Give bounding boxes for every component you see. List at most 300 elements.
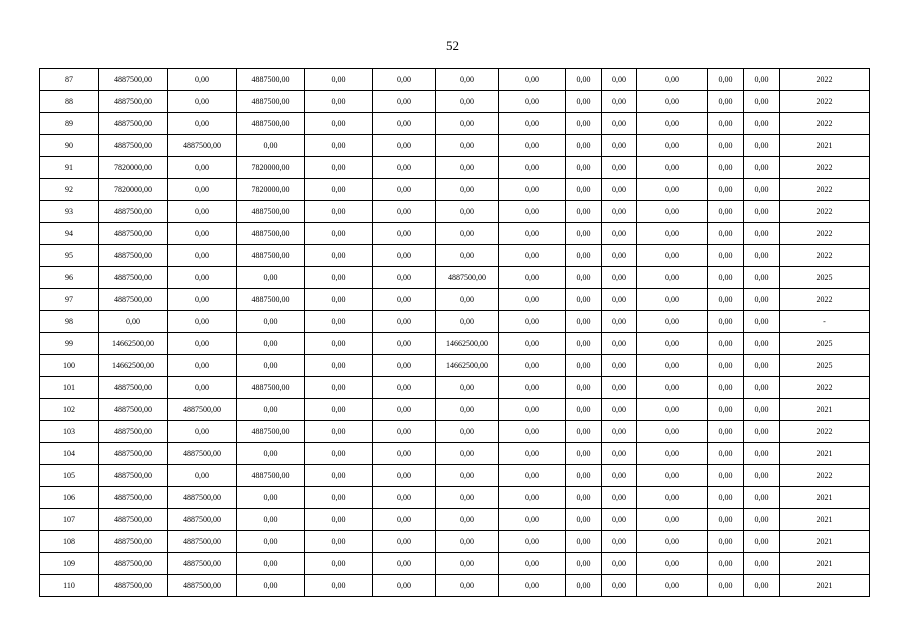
value-cell: 0,00 [499,179,566,201]
row-number-cell: 95 [40,245,99,267]
value-cell: 4887500,00 [168,531,237,553]
value-cell: 0,00 [436,91,499,113]
page-number: 52 [446,38,459,53]
value-cell: 0,00 [744,245,780,267]
year-cell: 2022 [780,157,870,179]
value-cell: 0,00 [744,333,780,355]
table-row [40,157,870,179]
value-cell: 0,00 [566,487,602,509]
value-cell: 0,00 [305,355,373,377]
value-cell: 0,00 [305,377,373,399]
value-cell: 0,00 [305,465,373,487]
value-cell: 0,00 [373,179,436,201]
year-cell: 2021 [780,399,870,421]
value-cell: 0,00 [168,377,237,399]
value-cell: 0,00 [637,179,708,201]
year-cell: 2021 [780,553,870,575]
value-cell: 0,00 [499,69,566,91]
value-cell: 0,00 [744,289,780,311]
value-cell: 0,00 [602,157,637,179]
value-cell: 0,00 [305,135,373,157]
table-row [40,289,870,311]
value-cell: 0,00 [436,509,499,531]
value-cell: 0,00 [99,311,168,333]
value-cell: 0,00 [708,289,744,311]
value-cell: 0,00 [602,355,637,377]
value-cell: 0,00 [305,311,373,333]
value-cell: 0,00 [637,267,708,289]
value-cell: 0,00 [499,135,566,157]
value-cell: 0,00 [373,135,436,157]
value-cell: 0,00 [566,421,602,443]
value-cell: 0,00 [566,223,602,245]
value-cell: 4887500,00 [99,465,168,487]
value-cell: 0,00 [373,201,436,223]
value-cell: 0,00 [499,553,566,575]
value-cell: 0,00 [499,113,566,135]
value-cell: 4887500,00 [237,201,305,223]
table-row [40,553,870,575]
value-cell: 0,00 [436,399,499,421]
value-cell: 0,00 [637,377,708,399]
value-cell: 0,00 [168,91,237,113]
value-cell: 0,00 [373,399,436,421]
row-number-cell: 87 [40,69,99,91]
row-number-cell: 90 [40,135,99,157]
value-cell: 0,00 [499,91,566,113]
value-cell: 0,00 [708,267,744,289]
value-cell: 0,00 [566,245,602,267]
value-cell: 0,00 [602,399,637,421]
value-cell: 0,00 [602,223,637,245]
row-number-cell: 107 [40,509,99,531]
value-cell: 0,00 [373,421,436,443]
row-number-cell: 109 [40,553,99,575]
value-cell: 4887500,00 [99,575,168,597]
value-cell: 0,00 [566,465,602,487]
value-cell: 0,00 [566,531,602,553]
value-cell: 0,00 [637,113,708,135]
value-cell: 0,00 [436,113,499,135]
value-cell: 0,00 [305,113,373,135]
row-number-cell: 108 [40,531,99,553]
value-cell: 0,00 [436,443,499,465]
value-cell: 0,00 [499,157,566,179]
value-cell: 0,00 [499,355,566,377]
value-cell: 0,00 [436,69,499,91]
value-cell: 0,00 [566,311,602,333]
value-cell: 4887500,00 [99,399,168,421]
value-cell: 4887500,00 [237,69,305,91]
value-cell: 0,00 [436,289,499,311]
row-number-cell: 97 [40,289,99,311]
value-cell: 0,00 [566,135,602,157]
value-cell: 0,00 [708,487,744,509]
value-cell: 0,00 [566,179,602,201]
value-cell: 0,00 [373,377,436,399]
row-number-cell: 105 [40,465,99,487]
row-number-cell: 110 [40,575,99,597]
value-cell: 4887500,00 [168,575,237,597]
table-row [40,509,870,531]
row-number-cell: 98 [40,311,99,333]
value-cell: 7820000,00 [237,157,305,179]
value-cell: 0,00 [436,223,499,245]
value-cell: 0,00 [436,201,499,223]
value-cell: 0,00 [566,509,602,531]
value-cell: 0,00 [499,421,566,443]
value-cell: 0,00 [168,69,237,91]
value-cell: 0,00 [499,377,566,399]
value-cell: 0,00 [499,289,566,311]
value-cell: 0,00 [744,509,780,531]
value-cell: 0,00 [637,399,708,421]
value-cell: 0,00 [168,201,237,223]
value-cell: 4887500,00 [99,223,168,245]
row-number-cell: 101 [40,377,99,399]
value-cell: 0,00 [602,443,637,465]
value-cell: 4887500,00 [99,245,168,267]
value-cell: 0,00 [499,201,566,223]
value-cell: 0,00 [602,421,637,443]
value-cell: 0,00 [566,113,602,135]
value-cell: 4887500,00 [99,91,168,113]
value-cell: 4887500,00 [168,399,237,421]
value-cell: 4887500,00 [237,113,305,135]
value-cell: 0,00 [305,421,373,443]
value-cell: 0,00 [237,333,305,355]
row-number-cell: 103 [40,421,99,443]
value-cell: 0,00 [436,421,499,443]
value-cell: 0,00 [436,135,499,157]
value-cell: 0,00 [373,69,436,91]
value-cell: 0,00 [237,135,305,157]
value-cell: 14662500,00 [436,333,499,355]
value-cell: 0,00 [708,333,744,355]
value-cell: 0,00 [566,201,602,223]
value-cell: 0,00 [168,157,237,179]
year-cell: 2022 [780,179,870,201]
value-cell: 7820000,00 [99,157,168,179]
value-cell: 0,00 [305,575,373,597]
value-cell: 4887500,00 [99,135,168,157]
value-cell: 0,00 [744,487,780,509]
year-cell: 2021 [780,509,870,531]
year-cell: 2022 [780,223,870,245]
value-cell: 0,00 [436,531,499,553]
year-cell: 2022 [780,377,870,399]
value-cell: 0,00 [744,91,780,113]
value-cell: 0,00 [566,91,602,113]
value-cell: 4887500,00 [99,113,168,135]
value-cell: 0,00 [637,201,708,223]
value-cell: 0,00 [566,355,602,377]
row-number-cell: 100 [40,355,99,377]
value-cell: 0,00 [499,245,566,267]
value-cell: 4887500,00 [99,377,168,399]
value-cell: 0,00 [237,509,305,531]
value-cell: 0,00 [744,311,780,333]
year-cell: 2021 [780,487,870,509]
value-cell: 0,00 [373,333,436,355]
value-cell: 4887500,00 [436,267,499,289]
value-cell: 0,00 [168,311,237,333]
year-cell: 2021 [780,135,870,157]
value-cell: 0,00 [637,487,708,509]
value-cell: 0,00 [602,91,637,113]
value-cell: 0,00 [744,575,780,597]
value-cell: 0,00 [305,531,373,553]
value-cell: 0,00 [237,399,305,421]
table-row [40,223,870,245]
value-cell: 4887500,00 [168,553,237,575]
value-cell: 0,00 [637,333,708,355]
table-row [40,267,870,289]
value-cell: 0,00 [237,575,305,597]
row-number-cell: 96 [40,267,99,289]
value-cell: 0,00 [499,575,566,597]
table-row [40,245,870,267]
value-cell: 0,00 [602,267,637,289]
value-cell: 0,00 [305,179,373,201]
value-cell: 0,00 [168,113,237,135]
value-cell: 0,00 [602,113,637,135]
value-cell: 0,00 [637,245,708,267]
value-cell: 0,00 [744,157,780,179]
value-cell: 0,00 [305,399,373,421]
value-cell: 0,00 [305,91,373,113]
value-cell: 0,00 [168,223,237,245]
value-cell: 0,00 [237,443,305,465]
year-cell: 2022 [780,465,870,487]
value-cell: 0,00 [499,311,566,333]
table-row [40,113,870,135]
value-cell: 0,00 [708,399,744,421]
value-cell: 0,00 [708,465,744,487]
table-row [40,179,870,201]
table-row [40,201,870,223]
value-cell: 0,00 [305,509,373,531]
table-row [40,421,870,443]
value-cell: 0,00 [499,223,566,245]
year-cell: 2021 [780,531,870,553]
year-cell: 2022 [780,113,870,135]
value-cell: 4887500,00 [168,135,237,157]
value-cell: 0,00 [744,223,780,245]
value-cell: 0,00 [373,553,436,575]
value-cell: 0,00 [708,113,744,135]
value-cell: 0,00 [602,531,637,553]
value-cell: 0,00 [566,157,602,179]
value-cell: 4887500,00 [168,509,237,531]
year-cell: 2025 [780,355,870,377]
table-row [40,333,870,355]
row-number-cell: 106 [40,487,99,509]
value-cell: 0,00 [499,487,566,509]
row-number-cell: 94 [40,223,99,245]
value-cell: 4887500,00 [237,91,305,113]
value-cell: 0,00 [602,487,637,509]
value-cell: 0,00 [566,443,602,465]
value-cell: 0,00 [744,531,780,553]
value-cell: 0,00 [305,267,373,289]
value-cell: 0,00 [708,91,744,113]
value-cell: 0,00 [436,179,499,201]
value-cell: 0,00 [708,135,744,157]
table-row [40,443,870,465]
value-cell: 14662500,00 [436,355,499,377]
value-cell: 0,00 [744,179,780,201]
value-cell: 4887500,00 [99,201,168,223]
value-cell: 0,00 [566,377,602,399]
row-number-cell: 92 [40,179,99,201]
value-cell: 0,00 [499,333,566,355]
value-cell: 0,00 [436,465,499,487]
value-cell: 0,00 [637,91,708,113]
value-cell: 0,00 [708,245,744,267]
value-cell: 0,00 [373,531,436,553]
value-cell: 0,00 [237,355,305,377]
value-cell: 0,00 [602,69,637,91]
value-cell: 0,00 [373,355,436,377]
value-cell: 0,00 [708,509,744,531]
value-cell: 0,00 [499,531,566,553]
table-row [40,91,870,113]
value-cell: 0,00 [744,399,780,421]
value-cell: 0,00 [436,157,499,179]
value-cell: 0,00 [744,421,780,443]
row-number-cell: 88 [40,91,99,113]
value-cell: 4887500,00 [99,289,168,311]
value-cell: 0,00 [373,575,436,597]
value-cell: 0,00 [436,553,499,575]
value-cell: 4887500,00 [99,531,168,553]
value-cell: 4887500,00 [99,553,168,575]
value-cell: 0,00 [566,553,602,575]
table-row [40,311,870,333]
row-number-cell: 99 [40,333,99,355]
year-cell: 2025 [780,333,870,355]
value-cell: 0,00 [708,69,744,91]
table-body [40,69,870,597]
value-cell: 0,00 [436,487,499,509]
value-cell: 0,00 [744,267,780,289]
value-cell: 4887500,00 [99,509,168,531]
value-cell: 0,00 [637,575,708,597]
value-cell: 0,00 [499,399,566,421]
row-number-cell: 104 [40,443,99,465]
value-cell: 14662500,00 [99,355,168,377]
value-cell: 0,00 [499,509,566,531]
value-cell: 0,00 [708,311,744,333]
value-cell: 0,00 [436,311,499,333]
value-cell: 0,00 [744,553,780,575]
value-cell: 0,00 [708,377,744,399]
value-cell: 0,00 [305,487,373,509]
value-cell: 0,00 [305,289,373,311]
value-cell: 0,00 [602,311,637,333]
value-cell: 0,00 [708,179,744,201]
value-cell: 0,00 [305,333,373,355]
value-cell: 0,00 [168,179,237,201]
table-row [40,465,870,487]
year-cell: 2021 [780,575,870,597]
value-cell: 0,00 [566,289,602,311]
value-cell: 4887500,00 [237,421,305,443]
row-number-cell: 93 [40,201,99,223]
value-cell: 0,00 [744,377,780,399]
year-cell: 2021 [780,443,870,465]
value-cell: 0,00 [305,553,373,575]
value-cell: 0,00 [637,355,708,377]
table-row [40,575,870,597]
value-cell: 4887500,00 [99,487,168,509]
table-row [40,355,870,377]
value-cell: 0,00 [637,223,708,245]
value-cell: 0,00 [373,113,436,135]
value-cell: 4887500,00 [99,69,168,91]
value-cell: 0,00 [637,531,708,553]
value-cell: 0,00 [637,289,708,311]
value-cell: 0,00 [305,223,373,245]
value-cell: 0,00 [237,531,305,553]
value-cell: 0,00 [305,69,373,91]
row-number-cell: 102 [40,399,99,421]
value-cell: 0,00 [499,465,566,487]
value-cell: 0,00 [602,245,637,267]
value-cell: 0,00 [602,465,637,487]
value-cell: 0,00 [637,69,708,91]
value-cell: 0,00 [168,289,237,311]
value-cell: 0,00 [373,267,436,289]
row-number-cell: 91 [40,157,99,179]
value-cell: 0,00 [708,575,744,597]
value-cell: 0,00 [602,135,637,157]
value-cell: 0,00 [637,135,708,157]
value-cell: 4887500,00 [168,487,237,509]
table-row [40,531,870,553]
value-cell: 0,00 [305,157,373,179]
value-cell: 0,00 [602,289,637,311]
value-cell: 0,00 [744,113,780,135]
value-cell: 0,00 [744,201,780,223]
value-cell: 0,00 [602,333,637,355]
value-cell: 0,00 [168,245,237,267]
value-cell: 0,00 [708,201,744,223]
year-cell: - [780,311,870,333]
value-cell: 0,00 [436,245,499,267]
value-cell: 4887500,00 [237,465,305,487]
value-cell: 4887500,00 [237,245,305,267]
value-cell: 0,00 [373,487,436,509]
value-cell: 4887500,00 [168,443,237,465]
value-cell: 0,00 [305,245,373,267]
value-cell: 0,00 [499,267,566,289]
value-cell: 0,00 [602,179,637,201]
year-cell: 2022 [780,289,870,311]
value-cell: 0,00 [168,267,237,289]
year-cell: 2025 [780,267,870,289]
value-cell: 0,00 [637,553,708,575]
value-cell: 0,00 [566,399,602,421]
value-cell: 0,00 [168,465,237,487]
value-cell: 0,00 [499,443,566,465]
value-cell: 0,00 [168,421,237,443]
table-row [40,135,870,157]
value-cell: 0,00 [744,465,780,487]
year-cell: 2022 [780,201,870,223]
value-cell: 0,00 [373,509,436,531]
